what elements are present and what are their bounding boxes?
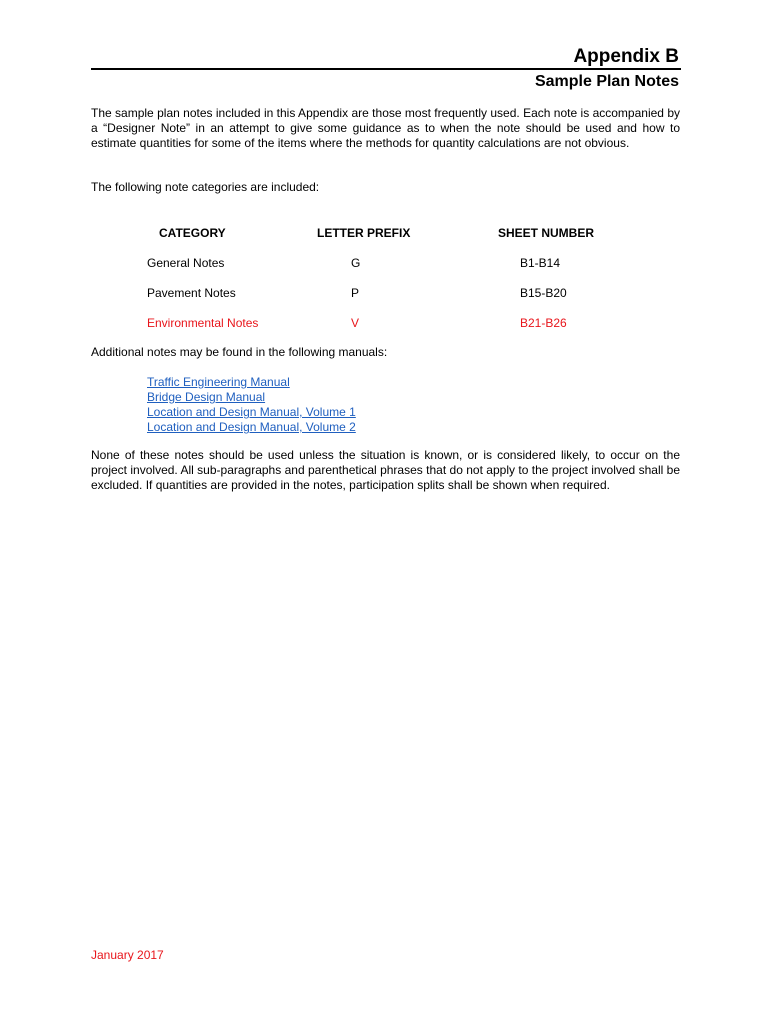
row-environmental-sheet: B21-B26 (520, 316, 567, 330)
row-general-prefix: G (351, 256, 361, 270)
row-environmental-prefix: V (351, 316, 360, 330)
page-subtitle: Sample Plan Notes (534, 73, 679, 90)
header-category: CATEGORY (159, 226, 226, 240)
link-location-design-manual-vol-1[interactable]: Location and Design Manual, Volume 1 (147, 405, 356, 419)
title-divider (91, 68, 681, 70)
link-traffic-engineering-manual[interactable]: Traffic Engineering Manual (147, 375, 290, 389)
header-sheet-number: SHEET NUMBER (498, 226, 595, 240)
categories-intro: The following note categories are included: (91, 180, 320, 194)
link-location-design-manual-vol-2[interactable]: Location and Design Manual, Volume 2 (147, 420, 356, 434)
row-general-sheet: B1-B14 (520, 256, 561, 270)
link-bridge-design-manual[interactable]: Bridge Design Manual (147, 390, 266, 404)
intro-paragraph: The sample plan notes included in this Appendix are those most frequently used. Each note is accompanied by a “Designer Note” in an attempt to give some guidance as to when the note should be used and how to estimate quantities for some of the items where the methods for quantity calculations are not obvious. (91, 106, 680, 150)
row-environmental-category: Environmental Notes (147, 316, 259, 330)
row-pavement-category: Pavement Notes (147, 286, 236, 300)
closing-paragraph: None of these notes should be used unless the situation is known, or is considered likely, to occur on the project involved. All sub-paragraphs and parenthetical phrases that do not apply to the project involved shall be excluded. If quantities are provided in the notes, participation splits shall be shown when required. (91, 448, 680, 492)
header-letter-prefix: LETTER PREFIX (317, 226, 411, 240)
row-pavement-prefix: P (351, 286, 360, 300)
row-general-category: General Notes (147, 256, 225, 270)
manuals-intro: Additional notes may be found in the following manuals: (91, 345, 388, 359)
appendix-title: Appendix B (573, 46, 679, 67)
row-pavement-sheet: B15-B20 (520, 286, 567, 300)
footer-date: January 2017 (91, 948, 164, 962)
